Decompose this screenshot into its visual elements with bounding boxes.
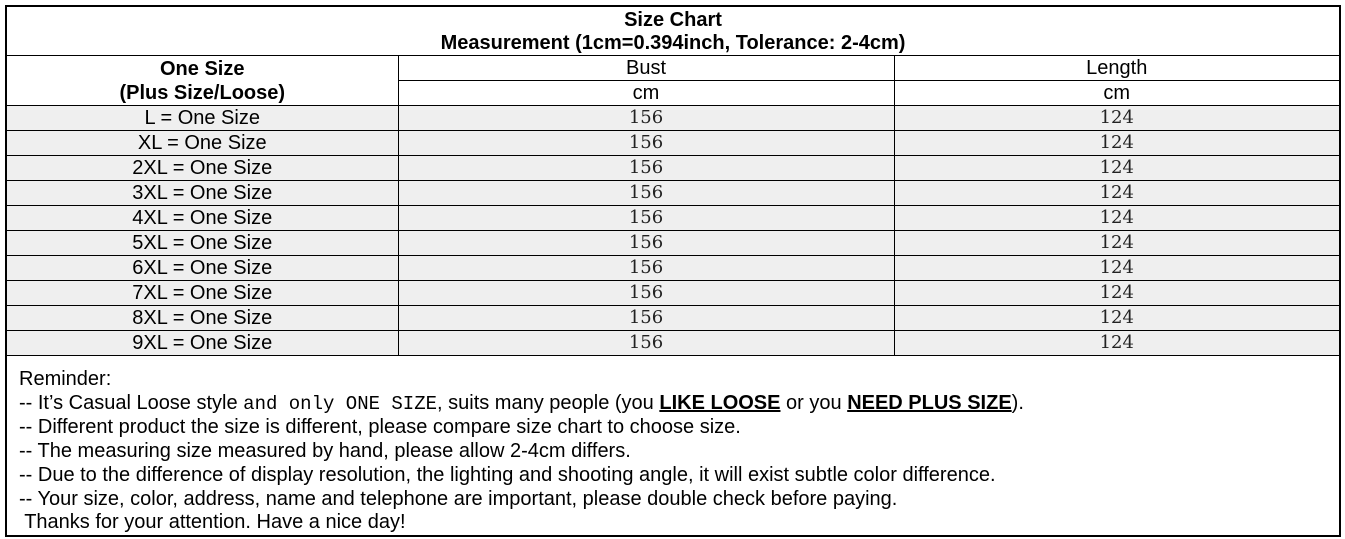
- size-cell: 5XL = One Size: [7, 231, 398, 256]
- size-cell: 3XL = One Size: [7, 181, 398, 206]
- size-cell: 2XL = One Size: [7, 156, 398, 181]
- text: ).: [1011, 391, 1024, 414]
- bust-cell: 156: [398, 181, 894, 206]
- size-chart: [5, 5, 1341, 537]
- table-row: [7, 131, 1339, 156]
- size-table: [7, 7, 1339, 356]
- reminder-line-3: -- The measuring size measured by hand, please allow 2-4cm differs.: [19, 440, 631, 463]
- size-column-header: [7, 56, 398, 106]
- bust-header: Bust: [398, 56, 894, 81]
- length-cell: 124: [894, 231, 1339, 256]
- reminder-heading: Reminder:: [19, 368, 112, 390]
- length-cell: 124: [894, 281, 1339, 306]
- text: , suits many people (you: [437, 391, 660, 414]
- bust-cell: 156: [398, 131, 894, 156]
- reminder-section: [19, 368, 1024, 535]
- text-one-size: and only ONE SIZE: [243, 392, 438, 415]
- length-cell: 124: [894, 181, 1339, 206]
- bust-cell: 156: [398, 106, 894, 131]
- bust-cell: 156: [398, 306, 894, 331]
- size-header-line1: One Size: [160, 57, 245, 80]
- length-cell: 124: [894, 206, 1339, 231]
- length-header: Length: [894, 56, 1339, 81]
- size-header-line2: (Plus Size/Loose): [119, 81, 286, 104]
- length-cell: 124: [894, 256, 1339, 281]
- table-row: [7, 331, 1339, 356]
- length-cell: 124: [894, 306, 1339, 331]
- length-cell: 124: [894, 106, 1339, 131]
- text-like-loose: LIKE LOOSE: [659, 391, 781, 414]
- length-unit: cm: [894, 81, 1339, 106]
- thanks-line: Thanks for your attention. Have a nice day!: [19, 511, 406, 534]
- size-cell: 6XL = One Size: [7, 256, 398, 281]
- reminder-line-4: -- Due to the difference of display resolution, the lighting and shooting angle, it will exist subtle color difference.: [19, 463, 996, 486]
- reminder-line-2: -- Different product the size is different, please compare size chart to choose size.: [19, 416, 741, 439]
- table-row: [7, 306, 1339, 331]
- table-title: Size Chart: [624, 8, 722, 31]
- bust-cell: 156: [398, 281, 894, 306]
- bust-cell: 156: [398, 256, 894, 281]
- size-cell: 9XL = One Size: [7, 331, 398, 356]
- table-subtitle: Measurement (1cm=0.394inch, Tolerance: 2-4cm): [440, 31, 906, 54]
- table-row: [7, 181, 1339, 206]
- size-cell: 4XL = One Size: [7, 206, 398, 231]
- bust-cell: 156: [398, 231, 894, 256]
- size-cell: 8XL = One Size: [7, 306, 398, 331]
- length-cell: 124: [894, 131, 1339, 156]
- bust-cell: 156: [398, 206, 894, 231]
- text-need-plus-size: NEED PLUS SIZE: [847, 391, 1012, 414]
- length-cell: 124: [894, 156, 1339, 181]
- size-cell: 7XL = One Size: [7, 281, 398, 306]
- table-row: [7, 206, 1339, 231]
- table-row: [7, 156, 1339, 181]
- table-row: [7, 256, 1339, 281]
- text: -- It’s Casual Loose style: [19, 391, 244, 414]
- table-row: [7, 231, 1339, 256]
- length-cell: 124: [894, 331, 1339, 356]
- table-title-cell: [7, 7, 1339, 56]
- bust-cell: 156: [398, 331, 894, 356]
- size-cell: XL = One Size: [7, 131, 398, 156]
- bust-unit: cm: [398, 81, 894, 106]
- bust-cell: 156: [398, 156, 894, 181]
- size-cell: L = One Size: [7, 106, 398, 131]
- table-row: [7, 106, 1339, 131]
- text: or you: [780, 391, 848, 414]
- reminder-line-1: [19, 392, 1024, 417]
- table-row: [7, 281, 1339, 306]
- reminder-line-5: -- Your size, color, address, name and telephone are important, please double check before paying.: [19, 487, 898, 510]
